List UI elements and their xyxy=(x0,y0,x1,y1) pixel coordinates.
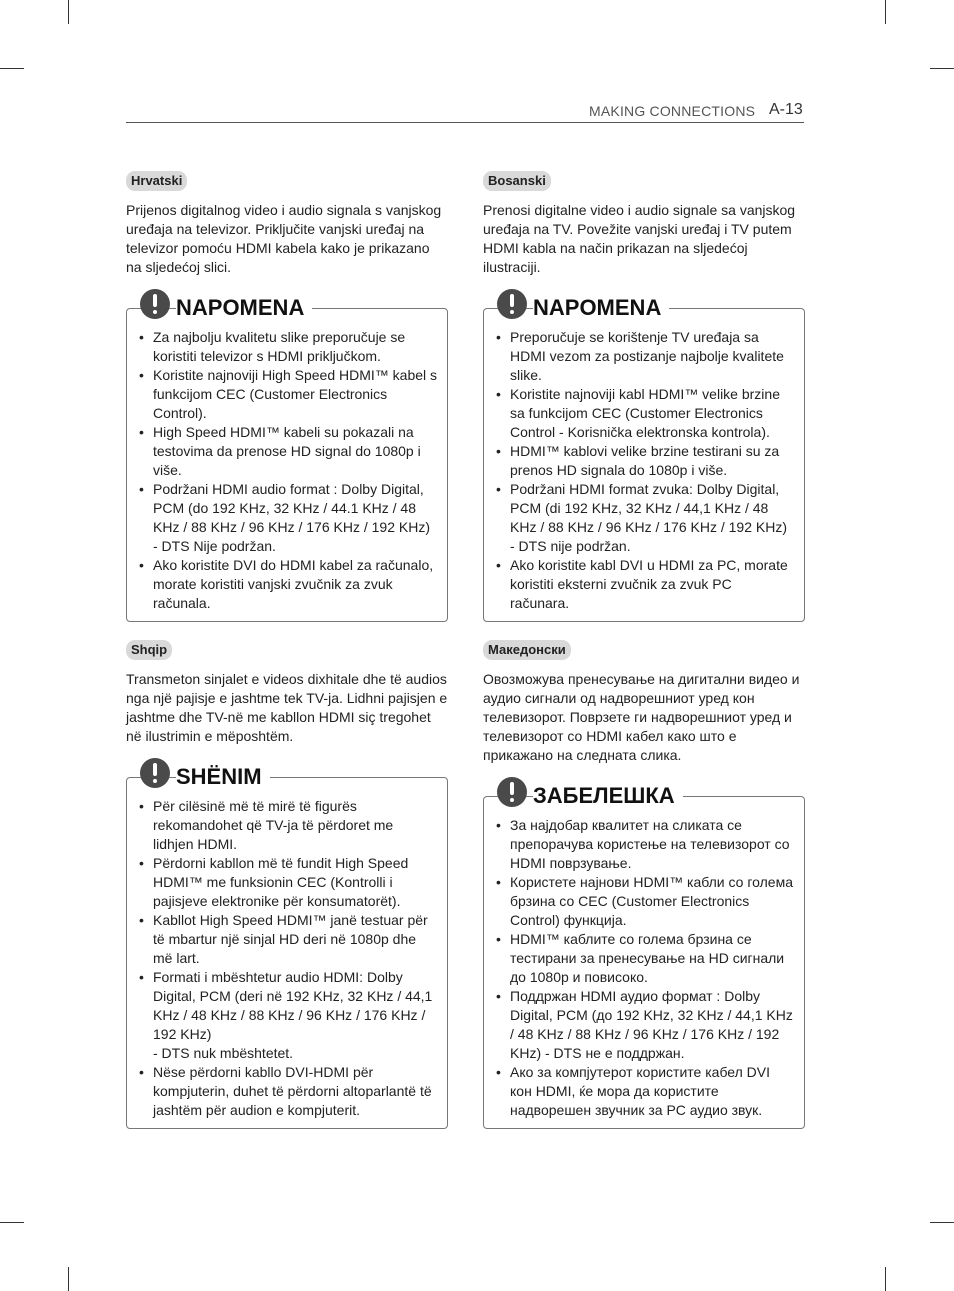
note-box xyxy=(126,758,448,1129)
crop-mark xyxy=(0,68,24,69)
note-box xyxy=(126,289,448,622)
language-tag: Bosanski xyxy=(483,171,551,191)
language-tag: Hrvatski xyxy=(126,171,187,191)
section-bosanski xyxy=(483,171,805,622)
note-item: • Ako koristite DVI do HDMI kabel za računalo, morate koristiti vanjski zvučnik za zvuk računala. xyxy=(139,556,437,613)
exclamation-icon xyxy=(140,758,170,788)
language-tag: Shqip xyxy=(126,640,172,660)
crop-mark xyxy=(885,1267,886,1291)
note-title: SHËNIM xyxy=(176,764,270,790)
note-list xyxy=(139,328,437,613)
note-item: • Користете најнови HDMI™ кабли со голема брзина со CEC (Customer Electronics Control) функција. xyxy=(496,873,794,930)
section-shqip xyxy=(126,640,448,1129)
note-item: • Koristite najnoviji High Speed HDMI™ kabel s funkcijom CEC (Customer Electronics Control). xyxy=(139,366,437,423)
crop-mark xyxy=(68,1267,69,1291)
crop-mark xyxy=(68,0,69,24)
note-item: • Preporučuje se korištenje TV uređaja sa HDMI vezom za postizanje najbolje kvalitete slike. xyxy=(496,328,794,385)
note-item: • Koristite najnoviji kabl HDMI™ velike brzine sa funkcijom CEC (Customer Electronics Control - Korisnička elektronska kontrola). xyxy=(496,385,794,442)
note-title: NAPOMENA xyxy=(176,295,312,321)
note-item: • Përdorni kabllon më të fundit High Speed HDMI™ me funksionin CEC (Kontrolli i pajisjeve elektronike për konsumatorët). xyxy=(139,854,437,911)
note-item: • Për cilësinë më të mirë të figurës rekomandohet që TV-ja të përdoret me lidhjen HDMI. xyxy=(139,797,437,854)
note-item: • High Speed HDMI™ kabeli su pokazali na testovima da prenose HD signal do 1080p i više. xyxy=(139,423,437,480)
note-box xyxy=(483,289,805,622)
exclamation-icon xyxy=(140,289,170,319)
note-item: • Formati i mbështetur audio HDMI: Dolby Digital, PCM (deri në 192 KHz, 32 KHz / 44,1 KHz / 48 KHz / 88 KHz / 96 KHz / 176 KHz / 192 KHz) - DTS nuk mbështetet. xyxy=(139,968,437,1063)
note-list xyxy=(496,328,794,613)
note-title: NAPOMENA xyxy=(533,295,669,321)
intro-paragraph: Prenosi digitalne video i audio signale sa vanjskog uređaja na TV. Povežite vanjski uređaj i TV putem HDMI kabla na način prikazan na sljedećoj ilustraciji. xyxy=(483,202,796,275)
crop-mark xyxy=(930,1222,954,1223)
note-item: • Ako koristite kabl DVI u HDMI za PC, morate koristiti eksterni zvučnik za zvuk PC računara. xyxy=(496,556,794,613)
note-item: • Podržani HDMI format zvuka: Dolby Digital, PCM (di 192 KHz, 32 KHz / 44,1 KHz / 48 KHz / 88 KHz / 96 KHz / 176 KHz / 192 KHz) - DTS nije podržan. xyxy=(496,480,794,556)
intro-paragraph: Transmeton sinjalet e videos dixhitale dhe të audios nga një pajisje e jashtme tek TV-ja. Lidhni pajisjen e jashtme dhe TV-në me kabllon HDMI siç tregohet në ilustrimin e mëposhtëm. xyxy=(126,671,448,744)
section-makedonski xyxy=(483,640,805,1129)
note-list xyxy=(496,816,794,1120)
exclamation-icon xyxy=(497,777,527,807)
section-hrvatski xyxy=(126,171,448,622)
note-item: • Nëse përdorni kabllo DVI-HDMI për kompjuterin, duhet të përdorni altoparlantë të jashtëm për audion e kompjuterit. xyxy=(139,1063,437,1120)
note-list xyxy=(139,797,437,1120)
note-item: • Za najbolju kvalitetu slike preporučuje se koristiti televizor s HDMI priključkom. xyxy=(139,328,437,366)
note-box xyxy=(483,777,805,1129)
header-rule xyxy=(126,122,804,123)
note-item: • Kabllot High Speed HDMI™ janë testuar për të mbartur një sinjal HD deri në 1080p dhe më lart. xyxy=(139,911,437,968)
note-item: • Podržani HDMI audio format : Dolby Digital, PCM (do 192 KHz, 32 KHz / 44.1 KHz / 48 KHz / 88 KHz / 96 KHz / 176 KHz / 192 KHz) - DTS Nije podržan. xyxy=(139,480,437,556)
note-item: • Ако за компјутерот користите кабел DVI кон HDMI, ќе мора да користите надворешен звучник за PC аудио звук. xyxy=(496,1063,794,1120)
note-title: ЗАБЕЛЕШКА xyxy=(533,783,683,809)
header-section-title: MAKING CONNECTIONS xyxy=(589,103,756,119)
note-item: • HDMI™ каблите со голема брзина се тестирани за пренесување на HD сигнали до 1080p и повисоко. xyxy=(496,930,794,987)
exclamation-icon xyxy=(497,289,527,319)
intro-paragraph: Овозможува пренесување на дигитални видео и аудио сигнали од надворешниот уред кон телевизорот. Поврзете ги надворешниот уред и телевизорот со HDMI кабел како што е прикажано на следната слика. xyxy=(483,671,800,763)
page-number: A-13 xyxy=(769,101,803,118)
crop-mark xyxy=(0,1222,24,1223)
crop-mark xyxy=(930,68,954,69)
intro-paragraph: Prijenos digitalnog video i audio signala s vanjskog uređaja na televizor. Priključite vanjski uređaj na televizor pomoću HDMI kabela kako je prikazano na sljedećoj slici. xyxy=(126,202,442,275)
note-item: • Поддржан HDMI аудио формат : Dolby Digital, PCM (до 192 KHz, 32 KHz / 44,1 KHz / 48 KHz / 88 KHz / 96 KHz / 176 KHz / 192 KHz) - DTS не е поддржан. xyxy=(496,987,794,1063)
crop-mark xyxy=(885,0,886,24)
note-item: • За најдобар квалитет на сликата се препорачува користење на телевизорот со HDMI поврзување. xyxy=(496,816,794,873)
note-item: • HDMI™ kablovi velike brzine testirani su za prenos HD signala do 1080p i više. xyxy=(496,442,794,480)
language-tag: Македонски xyxy=(483,640,571,660)
